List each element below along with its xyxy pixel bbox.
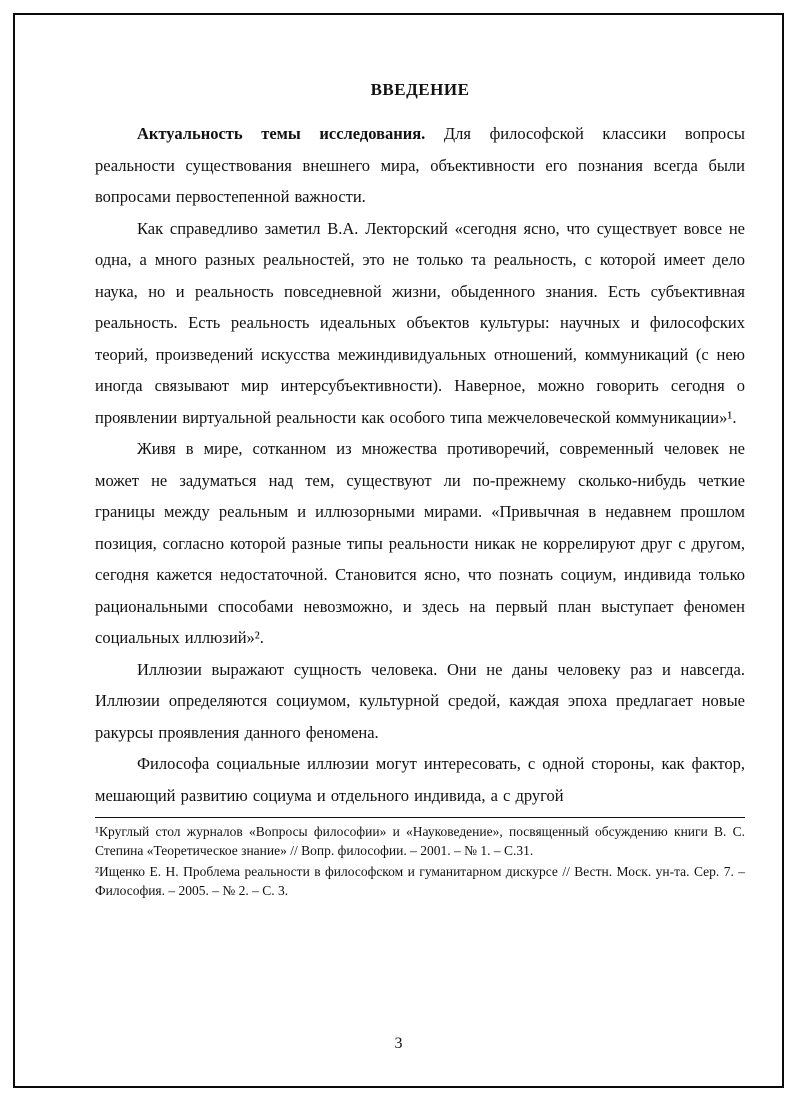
paragraph-text: Иллюзии выражают сущность человека. Они не даны человеку раз и навсегда. Иллюзии определяются социумом, культурной средой, каждая эпоха предлагает новые ракурсы проявления данного феномена. xyxy=(95,659,745,742)
footnote: ²Ищенко Е. Н. Проблема реальности в философском и гуманитарном дискурсе // Вестн. Моск. ун-та. Сер. 7. – Философия. – 2005. – № 2. – С. 3. xyxy=(95,864,745,898)
paragraph-text: Для философской классики вопросы реальности существования внешнего мира, объективности его познания всегда были вопросами первостепенной важности. xyxy=(95,124,745,206)
body-text xyxy=(95,118,745,811)
paragraph-text: Философа социальные иллюзии могут интересовать, с одной стороны, как фактор, мешающий развитию социума и отдельного индивида, а с другой xyxy=(95,754,745,805)
footnote: ¹Круглый стол журналов «Вопросы философии» и «Науковедение», посвященный обсуждению книги В. С. Степина «Теоретическое знание» // Вопр. философии. – 2001. – № 1. – С.31. xyxy=(95,824,745,858)
paragraph-lead: Актуальность темы исследования. xyxy=(137,124,426,143)
paragraph xyxy=(95,433,745,654)
paragraph-text: Как справедливо заметил В.А. Лекторский «сегодня ясно, что существует вовсе не одна, а много разных реальностей, это не только та реальность, с которой имеет дело наука, но и реальность повседневной жизни, обыденного знания. Есть субъективная реальность. Есть реальность идеальных объектов культуры: научных и философских теорий, произведений искусства межиндивидуальных отношений, коммуникаций (с нею иногда связывают мир интерсубъективности). Наверное, можно говорить сегодня о проявлении виртуальной реальности как особого типа межчеловеческой коммуникации»¹. xyxy=(95,218,745,427)
paragraph xyxy=(95,213,745,434)
page-content xyxy=(95,80,745,1061)
footnotes-block xyxy=(95,817,745,900)
paragraph xyxy=(95,748,745,811)
page-title: ВВЕДЕНИЕ xyxy=(370,80,470,99)
page-number: 3 xyxy=(394,1035,403,1052)
paragraph xyxy=(95,118,745,213)
paragraph xyxy=(95,654,745,749)
paragraph-text: Живя в мире, сотканном из множества противоречий, современный человек не может не задуматься над тем, существуют ли по-прежнему сколько-нибудь четкие границы между реальным и иллюзорными мирами. «Привычная в недавнем прошлом позиция, согласно которой разные типы реальности никак не коррелируют друг с другом, сегодня кажется недостаточной. Становится ясно, что познать социум, индивида только рациональными способами невозможно, и здесь на первый план выступает феномен социальных иллюзий»². xyxy=(95,439,745,647)
